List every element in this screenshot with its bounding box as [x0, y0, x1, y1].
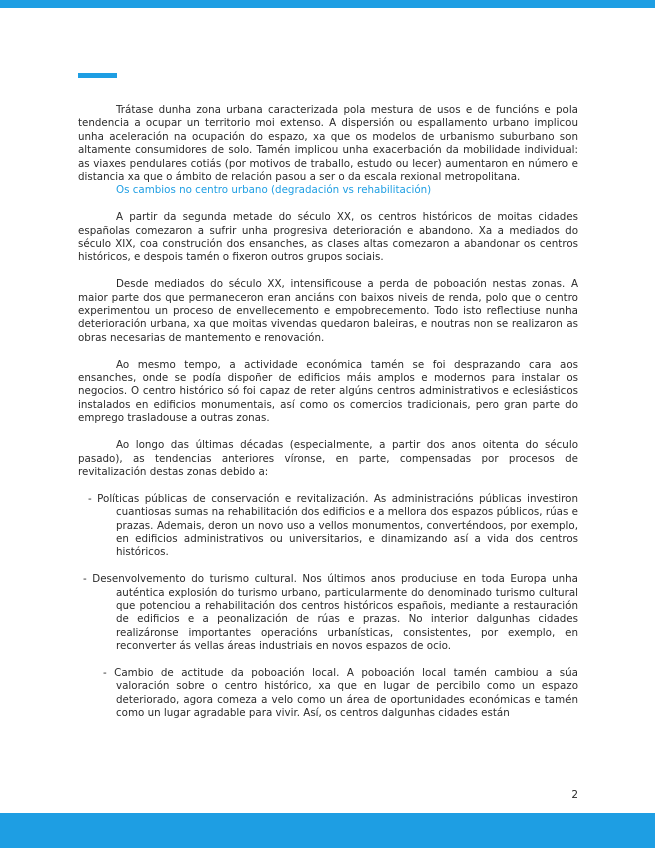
paragraph: A partir da segunda metade do século XX, os centros históricos de moitas cidades españolas comezaron a sufrir unha progresiva deterioración e abandono. Xa a mediados do século XIX, coa construción dos ensanches, as clases altas comezaron a abandonar os centros históricos, e despois tamén o fixeron outros grupos sociais. — [78, 211, 578, 264]
bottom-accent-bar — [0, 813, 655, 848]
list-item: - Desenvolvemento do turismo cultural. Nos últimos anos produciuse en toda Europa unha auténtica explosión do turismo urbano, particularmente do denominado turismo cultural que potenciou a rehabilitación dos centros históricos españois, mediante a restauración de edificios e a peonalización de rúas e prazas. No interior dalgunhas cidades realizáronse importantes operacións urbanísticas, consistentes, por exemplo, en reconverter ás vellas áreas industriais en novos espazos de ocio. — [83, 573, 578, 653]
paragraph: Desde mediados do século XX, intensificouse a perda de poboación nestas zonas. A maior parte dos que permaneceron eran anciáns con baixos niveis de renda, polo que o centro experimentou un proceso de envellecemento e empobrecemento. Todo isto reflectiuse nunha deterioración urbana, xa que moitas vivendas quedaron baleiras, e noutras non se realizaron as obras necesarias de mantemento e renovación. — [78, 278, 578, 344]
list-item: - Cambio de actitude da poboación local. A poboación local tamén cambiou a súa valoración sobre o centro histórico, xa que en lugar de percibilo como un espazo deteriorado, agora comeza a velo como un área de oportunidades económicas e tamén como un lugar agradable para vivir. Así, os centros dalgunhas cidades están — [103, 666, 578, 720]
list-item: - Políticas públicas de conservación e revitalización. As administracións públicas investiron cuantiosas sumas na rehabilitación dos edificios e a mellora dos espazos públicos, rúas e prazas. Ademais, deron un novo uso a vellos monumentos, converténdoos, por exemplo, en edificios administrativos ou universitarios, e dinamizando así a vida dos centros históricos. — [88, 492, 578, 559]
page-number: 2 — [571, 789, 578, 801]
paragraph: Ao mesmo tempo, a actividade económica tamén se foi desprazando cara aos ensanches, onde se podía dispoñer de edificios máis amplos e modernos para instalar os negocios. O centro histórico só foi capaz de reter algúns centros administrativos e eclesiásticos instalados en edificios monumentais, así como os comercios tradicionais, pero gran parte do emprego trasladouse a outras zonas. — [78, 358, 578, 425]
paragraph: Ao longo das últimas décadas (especialmente, a partir dos anos oitenta do século pasado), as tendencias anteriores víronse, en parte, compensadas por procesos de revitalización destas zonas debido a: — [78, 439, 578, 478]
top-accent-bar — [0, 0, 655, 8]
section-accent-mark — [78, 73, 117, 78]
section-subheading: Os cambios no centro urbano (degradación vs rehabilitación) — [116, 184, 432, 197]
page-body — [78, 104, 578, 721]
paragraph: Trátase dunha zona urbana caracterizada pola mestura de usos e de funcións e pola tendencia a ocupar un territorio moi extenso. A dispersión ou espallamento urbano implicou unha aceleración na ocupación do espazo, xa que os modelos de urbanismo suburbano son altamente consumidores de solo. Tamén implicou unha exacerbación da mobilidade individual: as viaxes pendulares cotiás (por motivos de traballo, estudo ou lecer) aumentaron en número e distancia xa que o ámbito de relación pasou a ser o da escala rexional metropolitana. — [78, 104, 578, 184]
